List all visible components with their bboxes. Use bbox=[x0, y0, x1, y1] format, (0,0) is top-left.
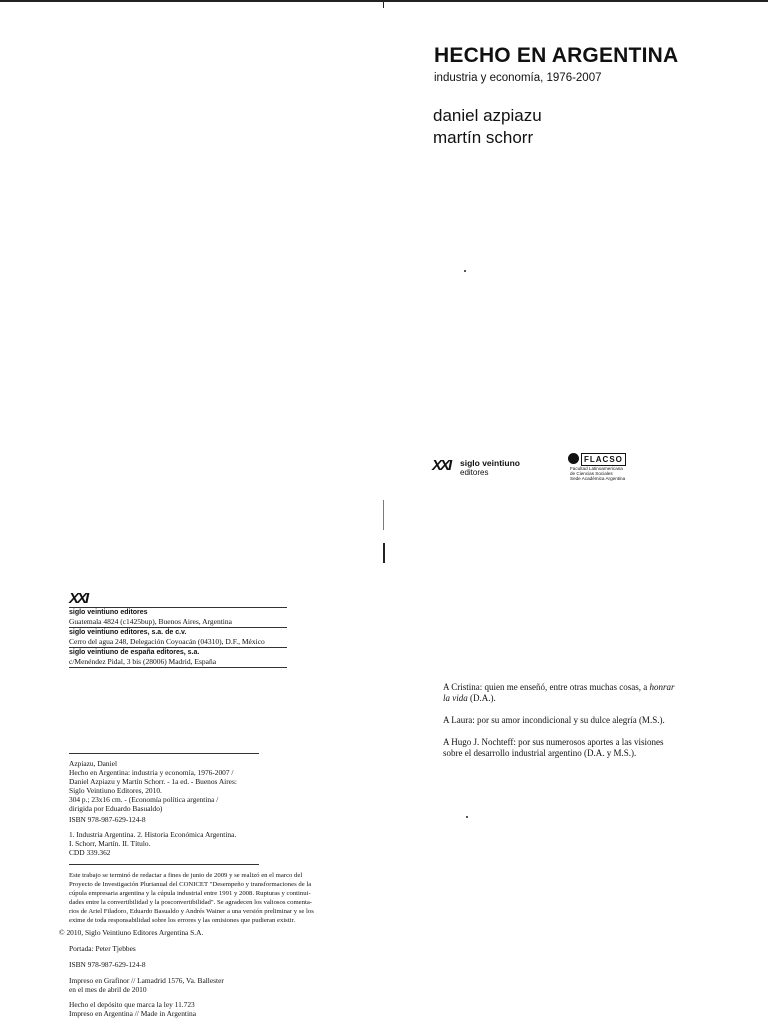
catalog-isbn: ISBN 978-987-629-124-8 bbox=[69, 960, 146, 969]
imprint-rule bbox=[69, 647, 287, 648]
page-top-edge bbox=[0, 0, 768, 2]
catalog-line: Azpiazu, Daniel bbox=[69, 759, 118, 768]
imprint-name: siglo veintiuno de españa editores, s.a. bbox=[69, 649, 200, 656]
dedication-text: A Cristina: quien me enseñó, entre otras muchas cosas, a bbox=[443, 682, 648, 692]
catalog-isbn: ISBN 978-987-629-124-8 bbox=[69, 815, 146, 824]
dedication-emphasis: honrar bbox=[649, 682, 675, 692]
acknowledgement-line: dades entre la convertibilidad y la posconvertibilidad". Se agradecen los valiosos comenta- bbox=[69, 899, 313, 906]
siglo-xxi-logo: XXI bbox=[432, 457, 451, 474]
author-name: martín schorr bbox=[433, 128, 534, 147]
catalog-line: 1. Industria Argentina. 2. Historia Económica Argentina. bbox=[69, 830, 237, 839]
catalog-line: 304 p.; 23x16 cm. - (Economía política argentina / bbox=[69, 795, 219, 804]
imprint-address: Guatemala 4824 (c1425bup), Buenos Aires, Argentina bbox=[69, 617, 232, 626]
imprint-name: siglo veintiuno editores bbox=[69, 609, 148, 616]
dedication-emphasis: la vida bbox=[443, 693, 468, 703]
cover-credit: Portada: Peter Tjebbes bbox=[69, 944, 136, 953]
author-name: daniel azpiazu bbox=[433, 106, 542, 125]
imprint-name: siglo veintiuno editores, s.a. de c.v. bbox=[69, 629, 187, 636]
book-subtitle: industria y economía, 1976-2007 bbox=[434, 72, 602, 84]
printer-line: en el mes de abril de 2010 bbox=[69, 985, 147, 994]
flacso-caption: Sede Académica Argentina bbox=[570, 476, 626, 481]
publisher-name: siglo veintiuno bbox=[460, 458, 520, 468]
acknowledgement-line: Proyecto de Investigación Plurianual del CONICET "Desempeño y transformaciones de la bbox=[69, 881, 312, 888]
printer-line: Impreso en Grafinor // Lamadrid 1576, Va. Ballester bbox=[69, 976, 224, 985]
flacso-badge-icon bbox=[568, 453, 579, 464]
flacso-logo bbox=[568, 453, 628, 464]
imprint-address: c/Menéndez Pidal, 3 bis (28006) Madrid, España bbox=[69, 657, 217, 666]
dedication bbox=[443, 682, 674, 692]
gutter-mark-top bbox=[383, 0, 384, 8]
acknowledgement-line: exime de toda responsabilidad sobre los errores y las omisiones que pudieran existir. bbox=[69, 917, 296, 924]
catalog-rule bbox=[69, 753, 259, 754]
catalog-line: dirigida por Eduardo Basualdo) bbox=[69, 804, 163, 813]
flacso-caption: Facultad Latinoamericana bbox=[570, 466, 623, 471]
dedication-text: (D.A.). bbox=[470, 693, 496, 703]
catalog-line: Hecho en Argentina: industria y economía, 1976-2007 / bbox=[69, 768, 234, 777]
imprint-rule bbox=[69, 667, 287, 668]
legal-line: Impreso en Argentina // Made in Argentina bbox=[69, 1009, 196, 1018]
gutter-mark-lower bbox=[383, 543, 385, 563]
gutter-mark-middle bbox=[383, 500, 384, 530]
legal-line: Hecho el depósito que marca la ley 11.723 bbox=[69, 1000, 195, 1009]
catalog-line: Siglo Veintiuno Editores, 2010. bbox=[69, 786, 162, 795]
catalog-line: CDD 339.362 bbox=[69, 848, 111, 857]
flacso-caption: de Ciencias Sociales bbox=[570, 471, 613, 476]
publisher-name-sub: editores bbox=[460, 468, 489, 477]
dedication: A Hugo J. Nochteff: por sus numerosos aportes a las visiones bbox=[443, 737, 664, 747]
dedication: A Laura: por su amor incondicional y su dulce alegría (M.S.). bbox=[443, 715, 665, 725]
dedication bbox=[443, 693, 496, 703]
acknowledgement-line: rios de Ariel Filadoro, Eduardo Basualdo y Andrés Wainer a una versión preliminar y se los bbox=[69, 908, 314, 915]
acknowledgement-line: cúpula empresaria argentina y la cúpula industrial entre 1991 y 2008. Rupturas y continui- bbox=[69, 890, 311, 897]
catalog-rule bbox=[69, 864, 259, 865]
imprint-address: Cerro del agua 248, Delegación Coyoacán (04310), D.F., México bbox=[69, 637, 265, 646]
imprint-rule bbox=[69, 607, 287, 608]
book-title: HECHO EN ARGENTINA bbox=[434, 44, 679, 67]
siglo-xxi-logo: XXI bbox=[69, 590, 88, 607]
speck bbox=[466, 816, 468, 818]
copyright-line: © 2010, Siglo Veintiuno Editores Argentina S.A. bbox=[59, 928, 204, 937]
dedication: sobre el desarrollo industrial argentino (D.A. y M.S.). bbox=[443, 748, 637, 758]
acknowledgement-line: Este trabajo se terminó de redactar a fines de junio de 2009 y se realizó en el marco del bbox=[69, 872, 303, 879]
catalog-line: I. Schorr, Martín. II. Título. bbox=[69, 839, 151, 848]
catalog-line: Daniel Azpiazu y Martín Schorr. - 1a ed. - Buenos Aires: bbox=[69, 777, 237, 786]
speck bbox=[464, 270, 466, 272]
flacso-wordmark: FLACSO bbox=[581, 453, 626, 466]
imprint-rule bbox=[69, 627, 287, 628]
